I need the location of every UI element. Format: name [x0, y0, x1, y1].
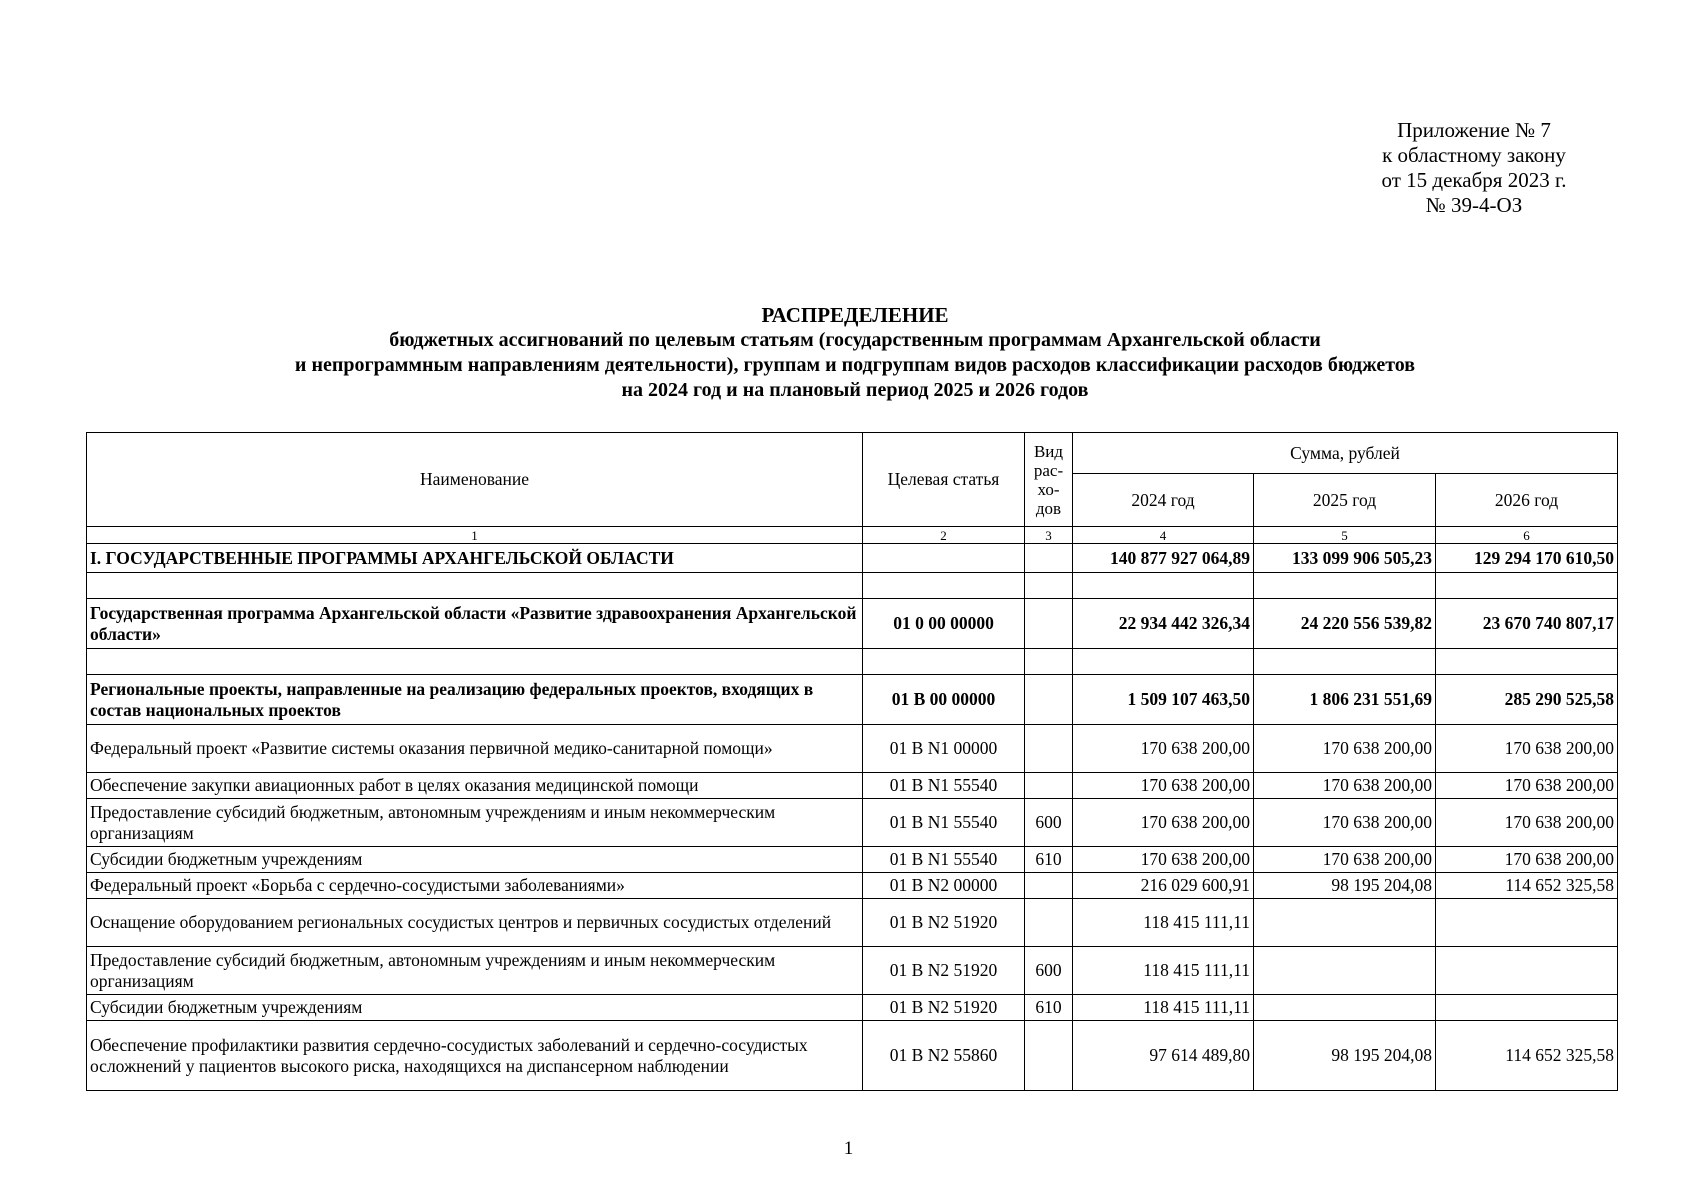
- row-sum-2024: 140 877 927 064,89: [1073, 544, 1254, 573]
- header-sum: Сумма, рублей: [1073, 433, 1618, 474]
- table-row: [87, 599, 1618, 649]
- row-expense-kind: [1025, 649, 1073, 675]
- row-name: [87, 573, 863, 599]
- row-sum-2026: [1436, 649, 1618, 675]
- annex-line: к областному закону: [1382, 143, 1566, 167]
- table-row: [87, 573, 1618, 599]
- row-target-code: 01 В N1 55540: [863, 773, 1025, 799]
- row-name: Государственная программа Архангельской области «Развитие здравоохранения Архангельской области»: [87, 599, 863, 649]
- row-sum-2024: 97 614 489,80: [1073, 1021, 1254, 1091]
- annex-line: № 39-4-ОЗ: [1425, 193, 1523, 217]
- column-number: 4: [1073, 527, 1254, 544]
- column-number: 5: [1254, 527, 1436, 544]
- row-sum-2025: [1254, 573, 1436, 599]
- row-sum-2024: 170 638 200,00: [1073, 847, 1254, 873]
- table-row: [87, 873, 1618, 899]
- row-expense-kind: [1025, 573, 1073, 599]
- table-row: [87, 899, 1618, 947]
- row-sum-2025: 98 195 204,08: [1254, 873, 1436, 899]
- row-target-code: 01 В N2 55860: [863, 1021, 1025, 1091]
- row-sum-2026: 170 638 200,00: [1436, 799, 1618, 847]
- row-name: Оснащение оборудованием региональных сосудистых центров и первичных сосудистых отделений: [87, 899, 863, 947]
- row-target-code: 01 В N2 51920: [863, 899, 1025, 947]
- row-expense-kind: [1025, 599, 1073, 649]
- column-number: 3: [1025, 527, 1073, 544]
- row-expense-kind: [1025, 725, 1073, 773]
- budget-table: [86, 432, 1618, 1091]
- row-name: Субсидии бюджетным учреждениям: [87, 995, 863, 1021]
- column-number: 6: [1436, 527, 1618, 544]
- row-sum-2026: [1436, 995, 1618, 1021]
- row-target-code: [863, 544, 1025, 573]
- header-name: Наименование: [87, 433, 863, 527]
- table-row: [87, 995, 1618, 1021]
- header-year-2024: 2024 год: [1073, 474, 1254, 527]
- row-sum-2024: 22 934 442 326,34: [1073, 599, 1254, 649]
- row-expense-kind: [1025, 899, 1073, 947]
- row-sum-2025: [1254, 995, 1436, 1021]
- row-target-code: 01 В N1 00000: [863, 725, 1025, 773]
- row-target-code: 01 В N2 51920: [863, 947, 1025, 995]
- row-sum-2024: 118 415 111,11: [1073, 995, 1254, 1021]
- page-number: 1: [843, 1138, 854, 1159]
- row-expense-kind: 610: [1025, 995, 1073, 1021]
- row-expense-kind: [1025, 544, 1073, 573]
- table-row: [87, 799, 1618, 847]
- row-name: [87, 649, 863, 675]
- row-sum-2025: 170 638 200,00: [1254, 773, 1436, 799]
- row-target-code: [863, 573, 1025, 599]
- row-expense-kind: 600: [1025, 947, 1073, 995]
- table-row: [87, 773, 1618, 799]
- column-number: 2: [863, 527, 1025, 544]
- row-expense-kind: [1025, 1021, 1073, 1091]
- row-name: Субсидии бюджетным учреждениям: [87, 847, 863, 873]
- row-sum-2024: 170 638 200,00: [1073, 799, 1254, 847]
- row-sum-2025: [1254, 649, 1436, 675]
- table-row: [87, 725, 1618, 773]
- row-name: Обеспечение профилактики развития сердечно-сосудистых заболеваний и сердечно-сосудистых осложнений у пациентов высокого риска, находящихся на диспансерном наблюдении: [87, 1021, 863, 1091]
- table-row: [87, 1021, 1618, 1091]
- row-sum-2026: 170 638 200,00: [1436, 773, 1618, 799]
- row-sum-2026: 23 670 740 807,17: [1436, 599, 1618, 649]
- row-sum-2025: [1254, 899, 1436, 947]
- row-sum-2025: 1 806 231 551,69: [1254, 675, 1436, 725]
- title-main: РАСПРЕДЕЛЕНИЕ: [761, 303, 949, 327]
- row-sum-2024: 170 638 200,00: [1073, 725, 1254, 773]
- row-expense-kind: [1025, 873, 1073, 899]
- row-sum-2026: 285 290 525,58: [1436, 675, 1618, 725]
- row-sum-2024: 1 509 107 463,50: [1073, 675, 1254, 725]
- row-sum-2026: 129 294 170 610,50: [1436, 544, 1618, 573]
- table-row: [87, 649, 1618, 675]
- column-number: 1: [87, 527, 863, 544]
- table-row: [87, 947, 1618, 995]
- row-sum-2025: 170 638 200,00: [1254, 799, 1436, 847]
- row-target-code: 01 В N1 55540: [863, 799, 1025, 847]
- table-row: [87, 544, 1618, 573]
- row-sum-2025: 24 220 556 539,82: [1254, 599, 1436, 649]
- row-name: Региональные проекты, направленные на реализацию федеральных проектов, входящих в состав национальных проектов: [87, 675, 863, 725]
- row-sum-2025: 133 099 906 505,23: [1254, 544, 1436, 573]
- row-sum-2026: 114 652 325,58: [1436, 1021, 1618, 1091]
- row-name: Предоставление субсидий бюджетным, автономным учреждениям и иным некоммерческим организациям: [87, 947, 863, 995]
- header-year-2025: 2025 год: [1254, 474, 1436, 527]
- row-expense-kind: 610: [1025, 847, 1073, 873]
- row-expense-kind: [1025, 675, 1073, 725]
- row-sum-2024: [1073, 649, 1254, 675]
- title-line: бюджетных ассигнований по целевым статьям (государственным программам Архангельской области: [389, 329, 1321, 351]
- title-line: на 2024 год и на плановый период 2025 и 2026 годов: [621, 379, 1089, 401]
- annex-line: от 15 декабря 2023 г.: [1381, 168, 1567, 192]
- row-sum-2024: [1073, 573, 1254, 599]
- header-year-2026: 2026 год: [1436, 474, 1618, 527]
- row-sum-2024: 118 415 111,11: [1073, 899, 1254, 947]
- row-name: Федеральный проект «Борьба с сердечно-сосудистыми заболеваниями»: [87, 873, 863, 899]
- row-sum-2026: [1436, 947, 1618, 995]
- row-name: Предоставление субсидий бюджетным, автономным учреждениям и иным некоммерческим организациям: [87, 799, 863, 847]
- document-title: [80, 302, 1630, 403]
- row-target-code: 01 В N1 55540: [863, 847, 1025, 873]
- row-sum-2026: 170 638 200,00: [1436, 847, 1618, 873]
- row-target-code: 01 В N2 00000: [863, 873, 1025, 899]
- row-name: Обеспечение закупки авиационных работ в целях оказания медицинской помощи: [87, 773, 863, 799]
- row-sum-2025: 170 638 200,00: [1254, 847, 1436, 873]
- table-row: [87, 675, 1618, 725]
- row-sum-2026: 170 638 200,00: [1436, 725, 1618, 773]
- row-expense-kind: 600: [1025, 799, 1073, 847]
- row-name: Федеральный проект «Развитие системы оказания первичной медико-санитарной помощи»: [87, 725, 863, 773]
- row-sum-2024: 118 415 111,11: [1073, 947, 1254, 995]
- row-sum-2024: 170 638 200,00: [1073, 773, 1254, 799]
- title-line: и непрограммным направлениям деятельности), группам и подгруппам видов расходов классификации расходов бюджетов: [294, 354, 1416, 376]
- row-sum-2026: [1436, 573, 1618, 599]
- row-target-code: [863, 649, 1025, 675]
- header-kind: Вид рас-хо-дов: [1025, 433, 1073, 527]
- row-name: I. ГОСУДАРСТВЕННЫЕ ПРОГРАММЫ АРХАНГЕЛЬСКОЙ ОБЛАСТИ: [87, 544, 863, 573]
- row-target-code: 01 В 00 00000: [863, 675, 1025, 725]
- row-sum-2025: 170 638 200,00: [1254, 725, 1436, 773]
- annex-line: Приложение № 7: [1397, 118, 1551, 142]
- annex-heading: [1344, 118, 1604, 218]
- row-sum-2026: [1436, 899, 1618, 947]
- row-expense-kind: [1025, 773, 1073, 799]
- row-sum-2026: 114 652 325,58: [1436, 873, 1618, 899]
- row-target-code: 01 В N2 51920: [863, 995, 1025, 1021]
- header-target: Целевая статья: [863, 433, 1025, 527]
- row-sum-2024: 216 029 600,91: [1073, 873, 1254, 899]
- table-row: [87, 847, 1618, 873]
- row-target-code: 01 0 00 00000: [863, 599, 1025, 649]
- row-sum-2025: [1254, 947, 1436, 995]
- row-sum-2025: 98 195 204,08: [1254, 1021, 1436, 1091]
